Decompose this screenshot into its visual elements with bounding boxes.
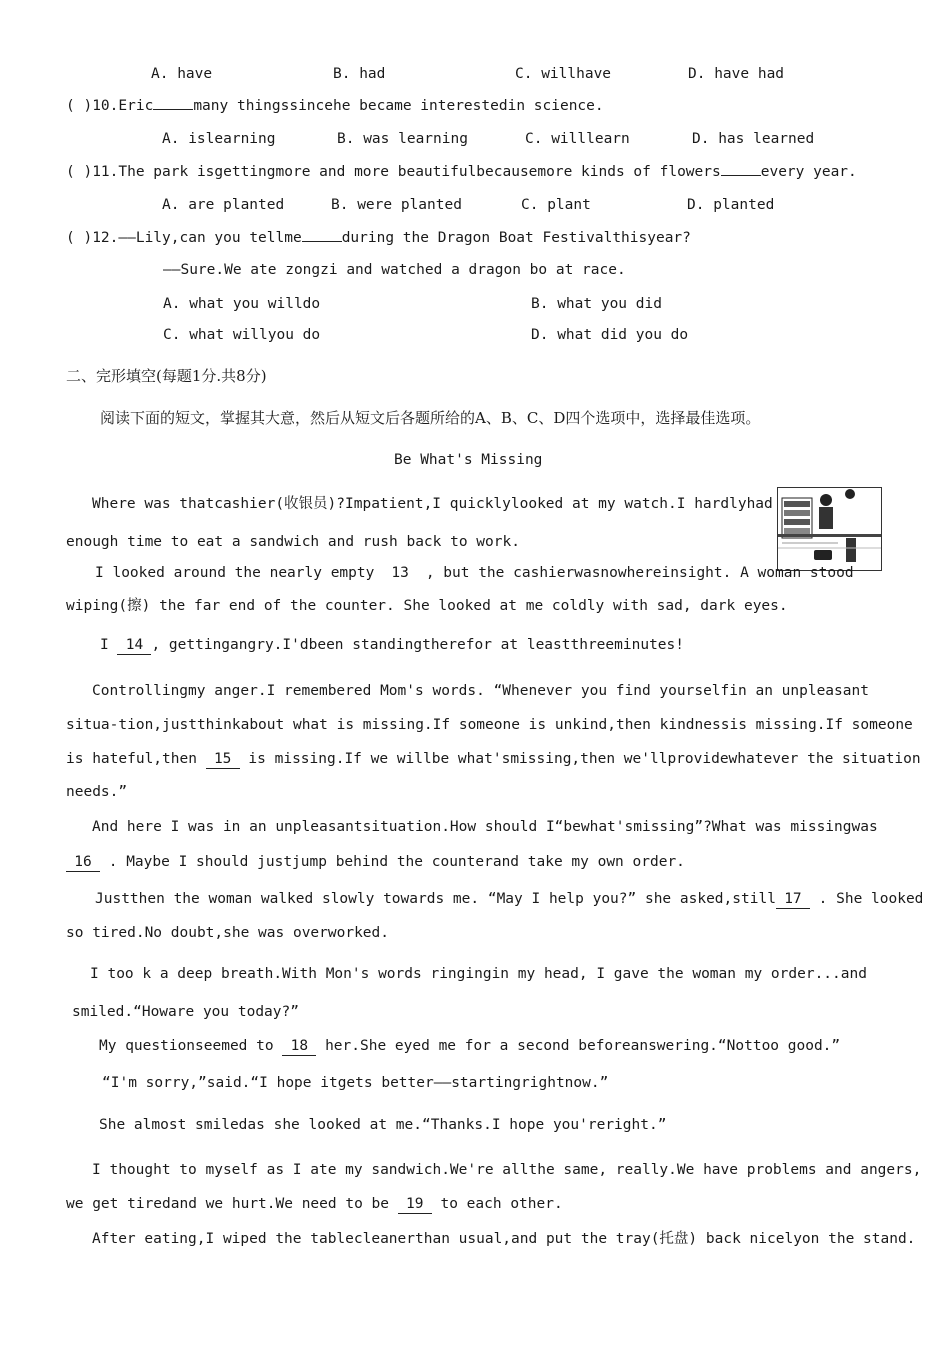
q12-option-c: C. what willyou do xyxy=(163,327,321,343)
passage-line: smiled.“Howare you today?” xyxy=(72,1004,299,1020)
passage-text: . She looked xyxy=(818,891,924,907)
q12-stem-start: ( )12.——Lily,can you tellme xyxy=(66,230,302,246)
passage-line xyxy=(66,749,921,769)
passage-text: is hateful,then xyxy=(66,751,197,767)
q11-option-d: D. planted xyxy=(687,197,775,213)
passage-line: And here I was in an unpleasantsituation.How should I“bewhat'smissing”?What was missingwas xyxy=(92,819,878,835)
passage-line xyxy=(66,852,685,872)
q12-stem-end: during the Dragon Boat Festivalthisyear? xyxy=(341,230,691,246)
q10-option-a: A. islearning xyxy=(162,131,276,147)
passage-line: Where was thatcashier(收银员)?Impatient,I quicklylooked at my watch.I hardlyhad xyxy=(92,496,773,512)
cashier-scene-icon xyxy=(778,488,881,570)
passage-text: My questionseemed to xyxy=(99,1038,274,1054)
passage-text: I looked around the nearly empty xyxy=(95,565,375,581)
cloze-blank-18[interactable]: 18 xyxy=(282,1037,316,1056)
cloze-blank-14[interactable]: 14 xyxy=(117,636,151,655)
q11-answer-blank[interactable] xyxy=(721,175,761,176)
q12-reply: ——Sure.We ate zongzi and watched a dragon bo at race. xyxy=(163,262,626,278)
q9-option-a: A. have xyxy=(151,66,213,82)
cloze-blank-16[interactable]: 16 xyxy=(66,853,100,872)
q10-answer-blank[interactable] xyxy=(153,109,193,110)
passage-text: I xyxy=(100,637,109,653)
passage-text: , gettingangry.I'dbeen standingtherefor at leastthreeminutes! xyxy=(151,637,684,653)
question-12 xyxy=(66,228,691,248)
passage-line: “I'm sorry,”said.“I hope itgets better——startingrightnow.” xyxy=(102,1075,609,1091)
question-11 xyxy=(66,162,857,182)
q12-answer-blank[interactable] xyxy=(302,241,342,242)
passage-line: I too k a deep breath.With Mon's words ringingin my head, I gave the woman my order...and xyxy=(90,966,867,982)
section-heading: 二、完形填空(每题1分.共8分) xyxy=(66,367,267,385)
passage-line: I thought to myself as I ate my sandwich.We're allthe same, really.We have problems and angers, xyxy=(92,1162,922,1178)
passage-line: needs.” xyxy=(66,784,128,800)
passage-text: we get tiredand we hurt.We need to be xyxy=(66,1196,390,1212)
passage-text: is missing.If we willbe what'smissing,then we'llprovidewhatever the situation xyxy=(248,751,921,767)
q9-option-d: D. have had xyxy=(688,66,785,82)
q12-option-d: D. what did you do xyxy=(531,327,689,343)
passage-line xyxy=(66,1194,563,1214)
passage-text: . Maybe I should justjump behind the counterand take my own order. xyxy=(108,854,685,870)
cloze-blank-17[interactable]: 17 xyxy=(776,890,810,909)
passage-title: Be What's Missing xyxy=(394,452,543,468)
passage-text: Justthen the woman walked slowly towards me. “May I help you?” she asked,still xyxy=(95,891,776,907)
q9-option-c: C. willhave xyxy=(515,66,612,82)
passage-line: After eating,I wiped the tablecleanerthan usual,and put the tray(托盘) back nicelyon the stand. xyxy=(92,1231,916,1247)
cloze-blank-13[interactable]: 13 xyxy=(391,565,409,581)
q12-option-b: B. what you did xyxy=(531,296,662,312)
q12-option-a: A. what you willdo xyxy=(163,296,321,312)
q11-option-a: A. are planted xyxy=(162,197,285,213)
passage-text: her.She eyed me for a second beforeanswering.“Nottoo good.” xyxy=(325,1038,841,1054)
q10-stem-start: ( )10.Eric xyxy=(66,98,154,114)
q11-option-c: C. plant xyxy=(521,197,591,213)
q10-option-b: B. was learning xyxy=(337,131,468,147)
cloze-blank-19[interactable]: 19 xyxy=(398,1195,432,1214)
passage-line xyxy=(100,635,684,655)
q11-stem-end: every year. xyxy=(760,164,857,180)
passage-text: to each other. xyxy=(440,1196,563,1212)
section-instruction: 阅读下面的短文，掌握其大意，然后从短文后各题所给的A、B、C、D四个选项中，选择最佳选项。 xyxy=(100,409,761,427)
passage-line: Controllingmy anger.I remembered Mom's words. “Whenever you find yourselfin an unpleasant xyxy=(92,683,869,699)
passage-text: , but the cashierwasnowhereinsight. A woman stood xyxy=(425,565,854,581)
passage-line xyxy=(95,889,923,909)
q10-option-c: C. willlearn xyxy=(525,131,630,147)
passage-line xyxy=(99,1036,840,1056)
passage-line: so tired.No doubt,she was overworked. xyxy=(66,925,390,941)
q10-stem-end: many thingssincehe became interestedin science. xyxy=(193,98,604,114)
q9-option-b: B. had xyxy=(333,66,386,82)
passage-line: situa-tion,justthinkabout what is missing.If someone is unkind,then kindnessis missing.If someone xyxy=(66,717,913,733)
passage-line: enough time to eat a sandwich and rush back to work. xyxy=(66,534,520,550)
cashier-illustration xyxy=(777,487,882,571)
cloze-blank-15[interactable]: 15 xyxy=(206,750,240,769)
passage-line: She almost smiledas she looked at me.“Thanks.I hope you'reright.” xyxy=(99,1117,667,1133)
question-10 xyxy=(66,96,604,116)
q11-option-b: B. were planted xyxy=(331,197,462,213)
passage-line xyxy=(95,563,854,583)
passage-line: wiping(擦) the far end of the counter. She looked at me coldly with sad, dark eyes. xyxy=(66,598,788,614)
q10-option-d: D. has learned xyxy=(692,131,815,147)
q11-stem-start: ( )11.The park isgettingmore and more beautifulbecausemore kinds of flowers xyxy=(66,164,721,180)
